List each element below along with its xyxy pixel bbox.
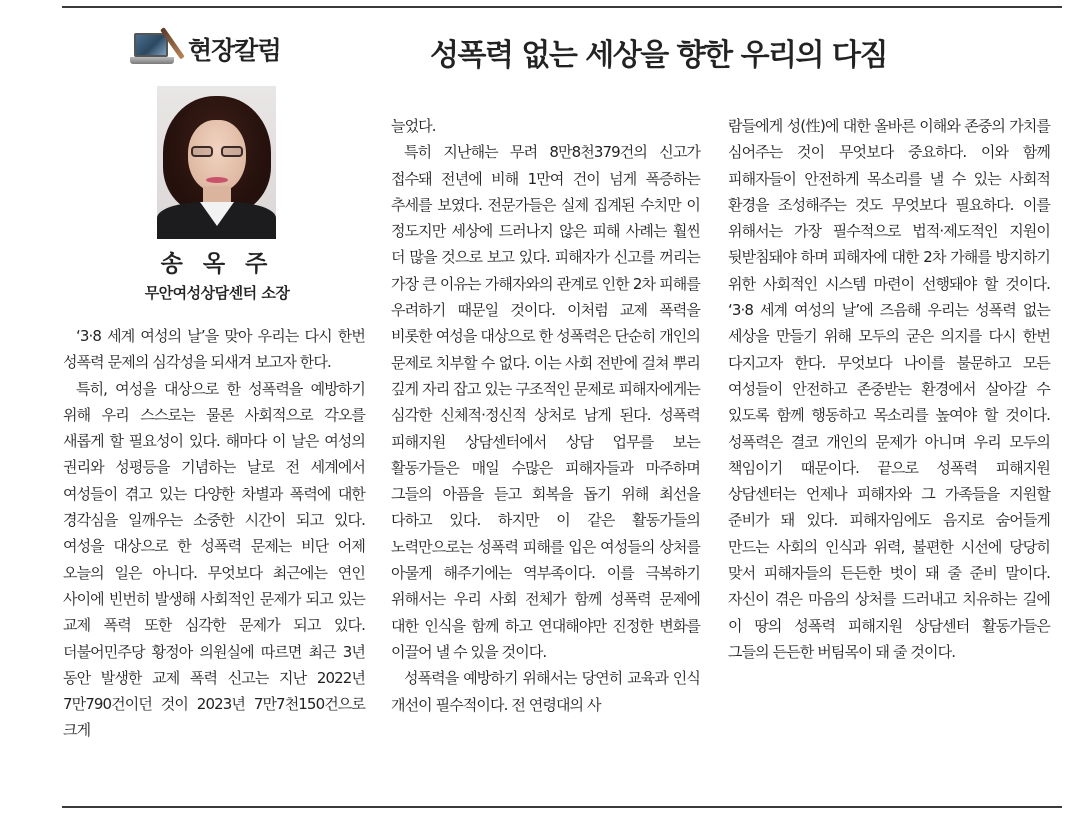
top-rule xyxy=(62,6,1062,8)
article-column-2 xyxy=(391,113,700,718)
article-column-1 xyxy=(63,323,365,744)
paragraph: ‘3·8 세계 여성의 날’을 맞아 우리는 다시 한번 성폭력 문제의 심각성을 되새겨 보고자 한다. xyxy=(63,327,365,372)
bottom-rule xyxy=(62,806,1062,808)
article-headline: 성폭력 없는 세상을 향한 우리의 다짐 xyxy=(430,38,887,73)
paragraph: 특히 지난해는 무려 8만8천379건의 신고가 접수돼 전년에 비해 1만여 건이 넘게 폭증하는 추세를 보였다. 전문가들은 실제 집계된 수치만 이 정도지만 세상에 드러나지 않은 피해 사례는 훨씬 더 많을 것으로 보고 있다. 피해자가 신고를 꺼리는 가장 큰 이유는 가해자와의 관계로 인한 2차 피해를 우려하기 때문일 것이다. 이처럼 교제 폭력을 비롯한 여성을 대상으로 한 성폭력은 단순히 개인의 문제로 치부할 수 없다. 이는 사회 전반에 걸쳐 뿌리 깊게 자리 잡고 있는 구조적인 문제로 피해자에게는 심각한 신체적·정신적 상처로 남게 된다. 성폭력 피해지원 상담센터에서 상담 업무를 보는 활동가들은 매일 수많은 피해자들과 마주하며 그들의 아픔을 듣고 회복을 돕기 위해 최선을 다하고 있다. 하지만 이 같은 활동가들의 노력만으로는 성폭력 피해를 입은 여성들의 상처를 아물게 해주기에는 역부족이다. 이를 극복하기 위해서는 우리 사회 전체가 함께 성폭력 문제에 대한 인식을 함께 하고 연대해야만 진정한 변화를 이끌어 낼 수 있을 것이다. xyxy=(391,143,700,661)
article-column-3 xyxy=(728,113,1050,665)
laptop-pen-icon xyxy=(130,30,180,68)
paragraph: 성폭력을 예방하기 위해서는 당연히 교육과 인식 개선이 필수적이다. 전 연령대의 사 xyxy=(391,669,700,714)
paragraph: 람들에게 성(性)에 대한 올바른 이해와 존중의 가치를 심어주는 것이 무엇보다 중요하다. 이와 함께 피해자들이 안전하게 목소리를 낼 수 있는 사회적 환경을 조성해주는 것도 무엇보다 필요하다. 이를 위해서는 가장 필수적으로 법적·제도적인 지원이 뒷받침돼야 하며 피해자에 대한 2차 가해를 방지하기 위한 사회적인 시스템 마련이 선행돼야 할 것이다. ‘3·8 세계 여성의 날’에 즈음해 우리는 성폭력 없는 세상을 만들기 위해 모두의 굳은 의지를 다시 한번 다지고자 한다. 무엇보다 나이를 불문하고 모든 여성들이 안전하고 존중받는 환경에서 살아갈 수 있도록 함께 행동하고 목소리를 높여야 할 것이다. 성폭력은 결코 개인의 문제가 아니며 우리 모두의 책임이기 때문이다. 끝으로 성폭력 피해지원 상담센터는 언제나 피해자와 그 가족들을 지원할 준비가 돼 있다. 피해자임에도 음지로 숨어들게 만드는 사회의 인식과 위력, 불편한 시선에 당당히 맞서 피해자들의 든든한 벗이 돼 줄 준비 말이다. 자신이 겪은 마음의 상처를 드러내고 치유하는 길에 이 땅의 성폭력 피해지원 상담센터 활동가들은 그들의 든든한 버팀목이 돼 줄 것이다. xyxy=(728,117,1050,661)
paragraph: 늘었다. xyxy=(391,117,436,135)
author-title: 무안여성상담센터 소장 xyxy=(144,284,290,302)
author-name: 송 옥 주 xyxy=(160,251,274,277)
column-label xyxy=(130,30,281,68)
paragraph: 특히, 여성을 대상으로 한 성폭력을 예방하기 위해 우리 스스로는 물론 사회적으로 각오를 새롭게 할 필요성이 있다. 해마다 이 날은 여성의 권리와 성평등을 기념하는 날로 전 세계에서 여성들이 겪고 있는 다양한 차별과 폭력에 대한 경각심을 일깨우는 소중한 시간이 되고 있다. 여성을 대상으로 한 성폭력 문제는 비단 어제 오늘의 일은 아니다. 무엇보다 최근에는 연인 사이에 빈번히 발생해 사회적인 문제가 되고 있는 교제 폭력 또한 심각한 문제가 되고 있다. 더불어민주당 황정아 의원실에 따르면 최근 3년 동안 발생한 교제 폭력 신고는 지난 2022년 7만790건이던 것이 2023년 7만7천150건으로 크게 xyxy=(63,379,365,740)
column-label-text: 현장칼럼 xyxy=(188,36,281,65)
author-photo xyxy=(157,86,276,239)
